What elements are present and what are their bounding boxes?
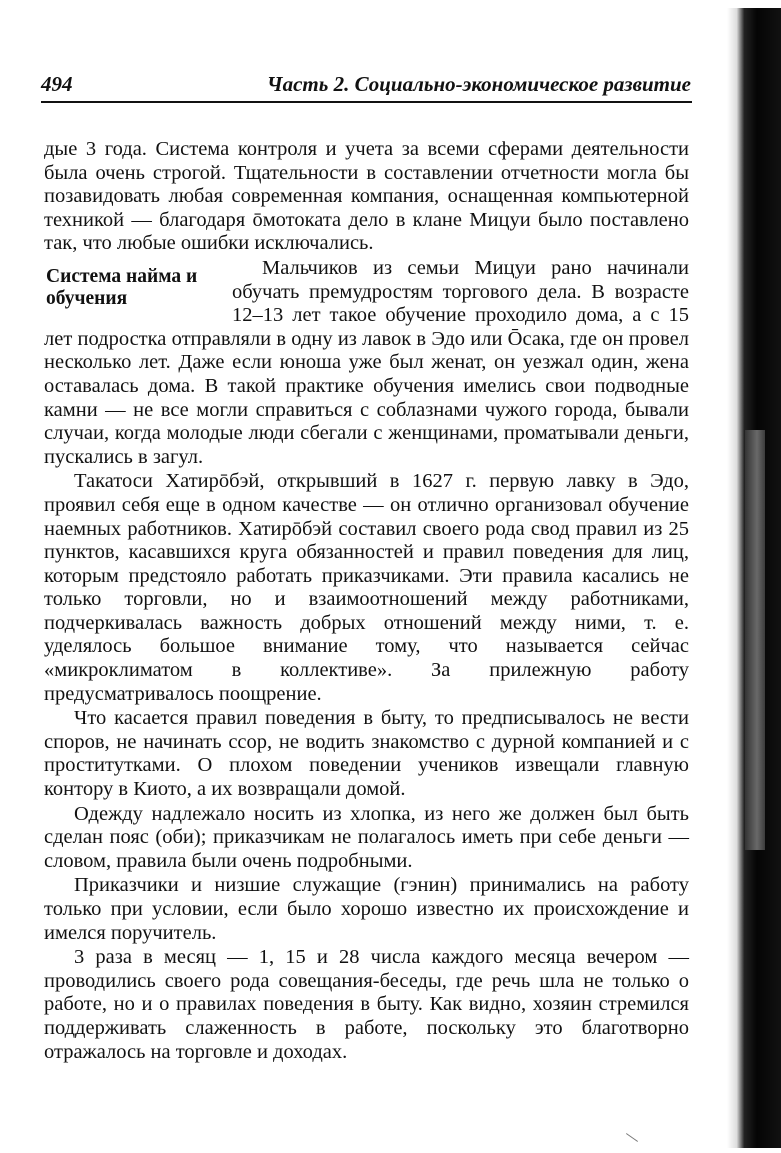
paragraph: Приказчики и низшие служащие (гэнин) принимались на работу только при условии, если было хорошо известно их происхождение и имелся поручитель. [44,874,689,944]
page-number: 494 [41,72,73,96]
paragraph: 3 раза в месяц — 1, 15 и 28 числа каждого месяца вечером — проводились своего рода совещания-беседы, где речь шла не только о работе, но и о правилах поведения в быту. Как видно, хозяин стремился поддерживать слаженность в работе, поскольку это благотворно отражалось на торговле и доходах. [44,946,689,1063]
side-heading: Система найма и обучения [46,265,198,309]
paragraph: Одежду надлежало носить из хлопка, из него же должен был быть сделан пояс (оби); приказчикам не полагалось иметь при себе деньги — словом, правила были очень подробными. [44,802,689,872]
scan-binding-highlight [745,430,765,850]
scan-mark [626,1133,638,1142]
paragraph: Что касается правил поведения в быту, то предписывалось не вести споров, не начинать ссор, не водить знакомство с дурной компанией и с проститутками. О плохом поведении учеников извещали главную контору в Киото, а их возвращали домой. [44,707,689,801]
page-header [41,72,691,100]
body-text [44,138,689,1064]
running-title: Часть 2. Социально-экономическое развитие [266,72,691,96]
paragraph: Мальчиков из семьи Мицуи рано начинали обучать премудростям торгового дела. В возрасте 12–13 лет такое обучение проходило дома, а с 15 лет подростка отправляли в одну из лавок в Эдо или Ōсака, где он провел несколько лет. Даже если юноша уже был женат, он уезжал один, жена оставалась дома. В такой практике обучения имелись свои подводные камни — не все могли справиться с соблазнами чужого города, бывали случаи, когда молодые люди сбегали с женщинами, проматывали деньги, пускались в загул. [44,256,689,468]
paragraph-continued: дые 3 года. Система контроля и учета за всеми сферами деятельности была очень строгой. Тщательности в составлении отчетности могла бы позавидовать любая современная компания, оснащенная компьютерной техникой — благодаря ōмотоката дело в клане Мицуи было поставлено так, что любые ошибки исключались. [44,138,689,255]
header-rule [41,101,692,103]
paragraph: Такатоси Хатирōбэй, открывший в 1627 г. первую лавку в Эдо, проявил себя еще в одном качестве — он отлично организовал обучение наемных работников. Хатирōбэй составил своего рода свод правил из 25 пунктов, касавшихся круга обязанностей и правил поведения для лиц, которым предстояло работать приказчиками. Эти правила касались не только торговли, но и взаимоотношений между работниками, подчеркивалась важность добрых отношений между ними, т. е. уделялось большое внимание тому, что называется сейчас «микроклиматом в коллективе». За прилежную работу предусматривалось поощрение. [44,470,689,705]
